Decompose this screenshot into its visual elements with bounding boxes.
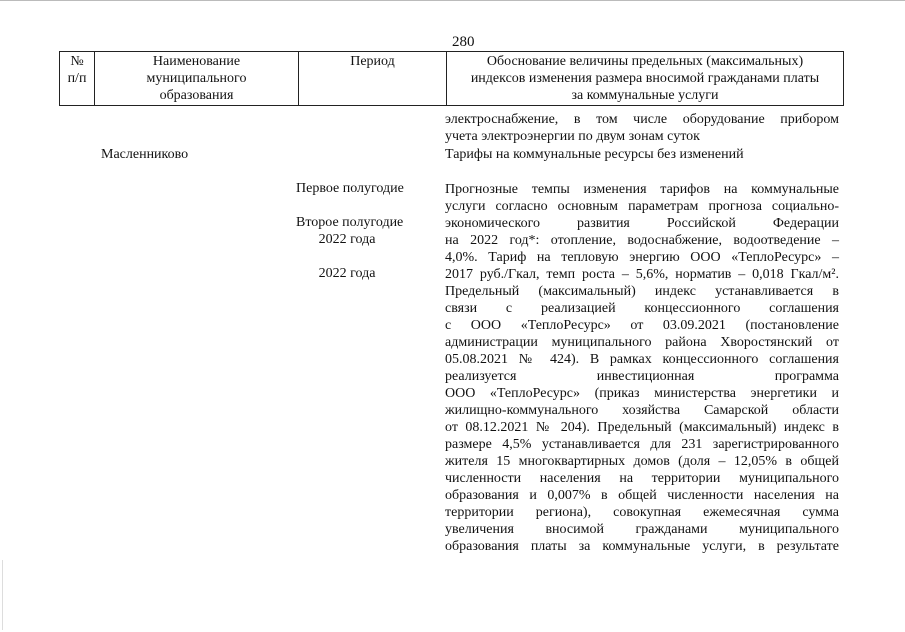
header-text: муниципального xyxy=(146,71,247,86)
text-line: численности населения на территории муниципального xyxy=(445,471,839,486)
text-line: связи с реализацией концессионного соглашения xyxy=(445,301,839,316)
text-line: услуги согласно основным параметрам прогноза социально- xyxy=(445,199,839,214)
header-text: Наименование xyxy=(152,54,241,69)
header-text: п/п xyxy=(67,71,87,86)
header-text: Обоснование величины предельных (максимальных) xyxy=(486,54,804,69)
period-text: 2022 года xyxy=(318,266,376,281)
period-second-half xyxy=(296,180,404,299)
text-line: 2017 руб./Гкал, темп роста – 5,6%, норматив – 0,018 Гкал/м². xyxy=(445,267,839,282)
justification-text xyxy=(445,181,839,555)
text-line: 05.08.2021 № 424). В рамках концессионного соглашения xyxy=(445,352,839,367)
text-line: Прогнозные темпы изменения тарифов на коммунальные xyxy=(445,182,839,197)
text-line: жителя 15 многоквартирных домов (доля – 12,05% в общей xyxy=(445,454,839,469)
tariff-note: Тарифы на коммунальные ресурсы без изменений xyxy=(445,147,744,162)
header-text: индексов изменения размера вносимой гражданами платы xyxy=(470,71,820,86)
text-line: размере 4,5% устанавливается для 231 зарегистрированного xyxy=(445,437,839,452)
header-col-period xyxy=(299,52,447,106)
text-line: экономического развития Российской Федерации xyxy=(445,216,839,231)
period-text: Второе полугодие xyxy=(296,215,404,230)
header-text: образования xyxy=(159,88,234,103)
text-line: образования платы за коммунальные услуги, в результате xyxy=(445,539,839,554)
text-line: территории региона), совокупная ежемесячная сумма xyxy=(445,505,839,520)
text-line: жилищно-коммунального хозяйства Самарской области xyxy=(445,403,839,418)
header-text: № xyxy=(70,54,84,69)
scan-edge-mark xyxy=(2,560,3,630)
page-number: 280 xyxy=(452,34,475,50)
municipality-name: Масленниково xyxy=(101,147,189,162)
text-line: 4,0%. Тариф на тепловую энергию ООО «ТеплоРесурс» – xyxy=(445,250,839,265)
text-line: образования и 0,007% в общей численности населения на xyxy=(445,488,839,503)
header-col-number xyxy=(60,52,95,106)
header-col-municipality xyxy=(95,52,299,106)
text-line: ООО «ТеплоРесурс» (приказ министерства энергетики и xyxy=(445,386,839,401)
text-line: Предельный (максимальный) индекс устанавливается в xyxy=(445,284,839,299)
text-line: электроснабжение, в том числе оборудование прибором xyxy=(445,112,839,127)
table-header xyxy=(59,51,844,106)
text-line: на 2022 год*: отопление, водоснабжение, водоотведение – xyxy=(445,233,839,248)
text-line: реализуется инвестиционная программа xyxy=(445,369,839,384)
header-text: за коммунальные услуги xyxy=(571,88,719,103)
text-line: с ООО «ТеплоРесурс» от 03.09.2021 (постановление xyxy=(445,318,839,333)
text-line: увеличения вносимой гражданами муниципального xyxy=(445,522,839,537)
header-text: Период xyxy=(350,54,395,69)
text-line: учета электроэнергии по двум зонам суток xyxy=(445,129,700,144)
period-text: 2022 года xyxy=(318,232,376,247)
text-line: администрации муниципального района Хворостянский от xyxy=(445,335,839,350)
carryover-text xyxy=(445,111,839,145)
scan-top-border xyxy=(0,0,905,1)
header-col-justification xyxy=(447,52,844,106)
text-line: от 08.12.2021 № 204). Предельный (максимальный) индекс в xyxy=(445,420,839,435)
period-text: Первое полугодие xyxy=(296,181,404,196)
